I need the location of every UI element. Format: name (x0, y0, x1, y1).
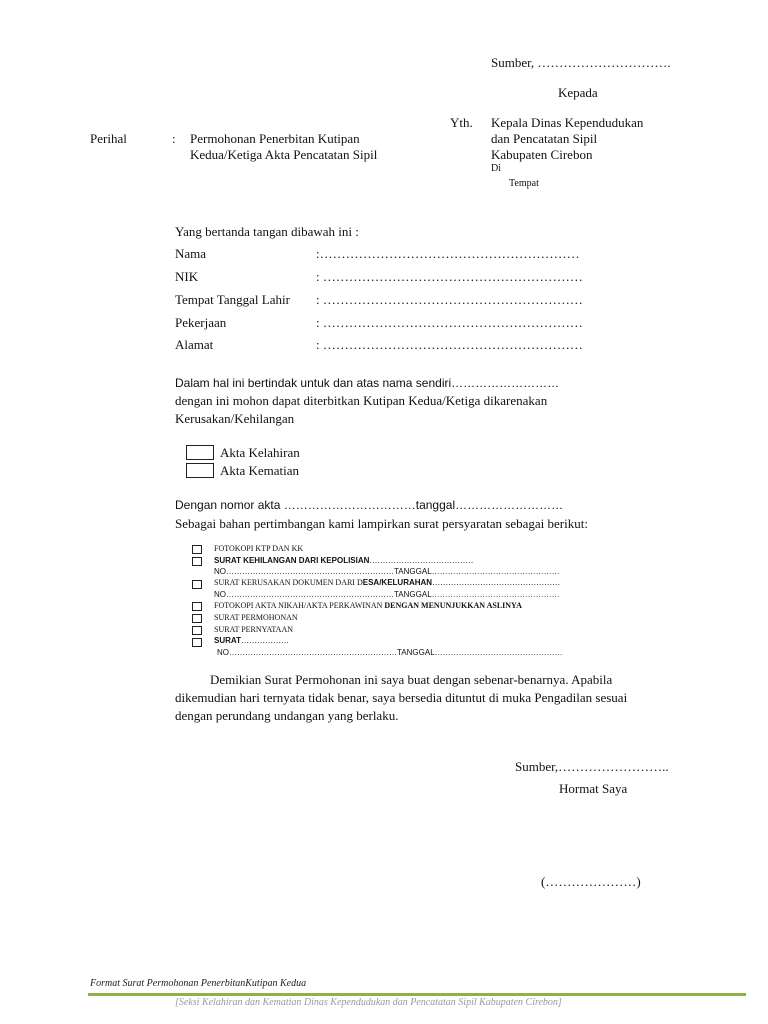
akta-nikah-label: FOTOKOPI AKTA NIKAH/AKTA PERKAWINAN (214, 601, 385, 610)
no-label: NO (214, 590, 226, 599)
field-value-alamat[interactable]: : …………………………………………………… (316, 337, 583, 352)
kehilangan-dots[interactable]: ………………………………… (369, 556, 474, 565)
signature-sumber-line: Sumber,…………………….. (515, 759, 669, 774)
akta-kelahiran-label: Akta Kelahiran (220, 445, 300, 460)
kepada-label: Kepada (558, 85, 598, 100)
perihal-colon: : (172, 131, 176, 146)
tanggal-label: TANGGAL (397, 648, 435, 657)
signature-name-placeholder[interactable]: (…………………) (541, 874, 641, 889)
no-dots[interactable]: ……………………………………………………… (226, 567, 394, 576)
perihal-line-1: Permohonan Penerbitan Kutipan (190, 131, 360, 146)
akta-kematian-label: Akta Kematian (220, 463, 300, 478)
akta-nikah-bold: DENGAN MENUNJUKKAN ASLINYA (384, 601, 522, 610)
lampiran-surat-no-line (217, 647, 563, 659)
lampiran-kehilangan (214, 555, 473, 567)
request-line-2: dengan ini mohon dapat diterbitkan Kutipan Kedua/Ketiga dikarenakan (175, 393, 548, 408)
akta-kematian-checkbox[interactable] (186, 463, 214, 478)
identity-intro: Yang bertanda tangan dibawah ini : (175, 224, 359, 239)
nomor-akta-label: Dengan nomor akta (175, 498, 281, 512)
perihal-line-2: Kedua/Ketiga Akta Pencatatan Sipil (190, 147, 378, 162)
field-value-pekerjaan[interactable]: : …………………………………………………… (316, 315, 583, 330)
tempat-label: Tempat (509, 178, 539, 189)
lampiran-checkbox-kerusakan[interactable] (192, 580, 202, 589)
footer-subtitle: [Seksi Kelahiran dan Kematian Dinas Kependudukan dan Pencatatan Sipil Kabupaten Cirebon] (175, 997, 562, 1008)
lampiran-kerusakan (214, 577, 560, 589)
closing-line-3: dengan perundang undangan yang berlaku. (175, 708, 399, 723)
nomor-akta-line (175, 498, 563, 513)
lampiran-surat-pernyataan: SURAT PERNYATAAN (214, 625, 294, 634)
footer-title: Format Surat Permohonan PenerbitanKutipan Kedua (90, 978, 307, 989)
field-label-pekerjaan: Pekerjaan (175, 315, 227, 330)
surat-dots[interactable]: ……………… (240, 636, 289, 645)
field-label-nama: Nama (175, 246, 207, 261)
footer-rule (88, 993, 746, 996)
field-label-alamat: Alamat (175, 337, 214, 352)
field-label-nik: NIK (175, 269, 199, 284)
lampiran-checkbox-pernyataan[interactable] (192, 626, 202, 635)
no-label: NO (214, 567, 226, 576)
di-label: Di (491, 163, 501, 174)
lampiran-ktp-kk: FOTOKOPI KTP DAN KK (214, 544, 304, 553)
lampiran-intro: Sebagai bahan pertimbangan kami lampirkan surat persyaratan sebagai berikut: (175, 516, 588, 531)
recipient-line-2: dan Pencatatan Sipil (491, 131, 598, 146)
field-label-ttl: Tempat Tanggal Lahir (175, 292, 290, 307)
lampiran-akta-nikah (214, 600, 522, 612)
nomor-akta-tanggal-label: tanggal (415, 498, 456, 512)
tanggal-dots[interactable]: ………………………………………… (434, 648, 563, 657)
nomor-akta-tanggal-dots[interactable]: ……………………… (455, 498, 564, 512)
request-line-1: Dalam hal ini bertindak untuk dan atas nama sendiri……………………… (175, 376, 560, 390)
kehilangan-label: SURAT KEHILANGAN DARI KEPOLISIAN (214, 556, 370, 565)
recipient-line-3: Kabupaten Cirebon (491, 147, 593, 162)
lampiran-surat (214, 635, 289, 647)
tanggal-dots[interactable]: ………………………………………… (431, 567, 560, 576)
lampiran-checkbox-ktp[interactable] (192, 545, 202, 554)
lampiran-checkbox-akta-nikah[interactable] (192, 602, 202, 611)
field-value-ttl[interactable]: : …………………………………………………… (316, 292, 583, 307)
lampiran-checkbox-surat[interactable] (192, 638, 202, 647)
tanggal-label: TANGGAL (394, 567, 432, 576)
surat-label: SURAT (214, 636, 241, 645)
lampiran-surat-permohonan: SURAT PERMOHONAN (214, 613, 298, 622)
kerusakan-dots[interactable]: ………………………………………… (432, 578, 561, 587)
nomor-akta-dots[interactable]: …………………………… (283, 498, 416, 512)
lampiran-kehilangan-no-line (214, 566, 560, 578)
yth-label: Yth. (450, 115, 473, 130)
lampiran-kerusakan-no-line (214, 589, 560, 601)
lampiran-checkbox-kehilangan[interactable] (192, 557, 202, 566)
field-value-nik[interactable]: : …………………………………………………… (316, 269, 583, 284)
closing-line-1: Demikian Surat Permohonan ini saya buat dengan sebenar-benarnya. Apabila (210, 672, 613, 687)
sumber-date-line: Sumber, …………………………. (491, 55, 671, 70)
tanggal-dots[interactable]: ………………………………………… (431, 590, 560, 599)
no-dots[interactable]: ……………………………………………………… (226, 590, 394, 599)
recipient-line-1: Kepala Dinas Kependudukan (491, 115, 644, 130)
closing-line-2: dikemudian hari ternyata tidak benar, saya bersedia dituntut di muka Pengadilan sesuai (175, 690, 628, 705)
kerusakan-label-bold: ESA/KELURAHAN (362, 578, 433, 587)
tanggal-label: TANGGAL (394, 590, 432, 599)
kerusakan-label-pre: SURAT KERUSAKAN DOKUMEN DARI D (214, 578, 363, 587)
no-label: NO (217, 648, 229, 657)
field-value-nama[interactable]: :…………………………………………………… (316, 246, 580, 261)
signature-hormat-saya: Hormat Saya (559, 781, 628, 796)
lampiran-checkbox-permohonan[interactable] (192, 614, 202, 623)
perihal-label: Perihal (90, 131, 127, 146)
akta-kelahiran-checkbox[interactable] (186, 445, 214, 460)
no-dots[interactable]: ……………………………………………………… (229, 648, 397, 657)
request-line-3: Kerusakan/Kehilangan (175, 411, 295, 426)
